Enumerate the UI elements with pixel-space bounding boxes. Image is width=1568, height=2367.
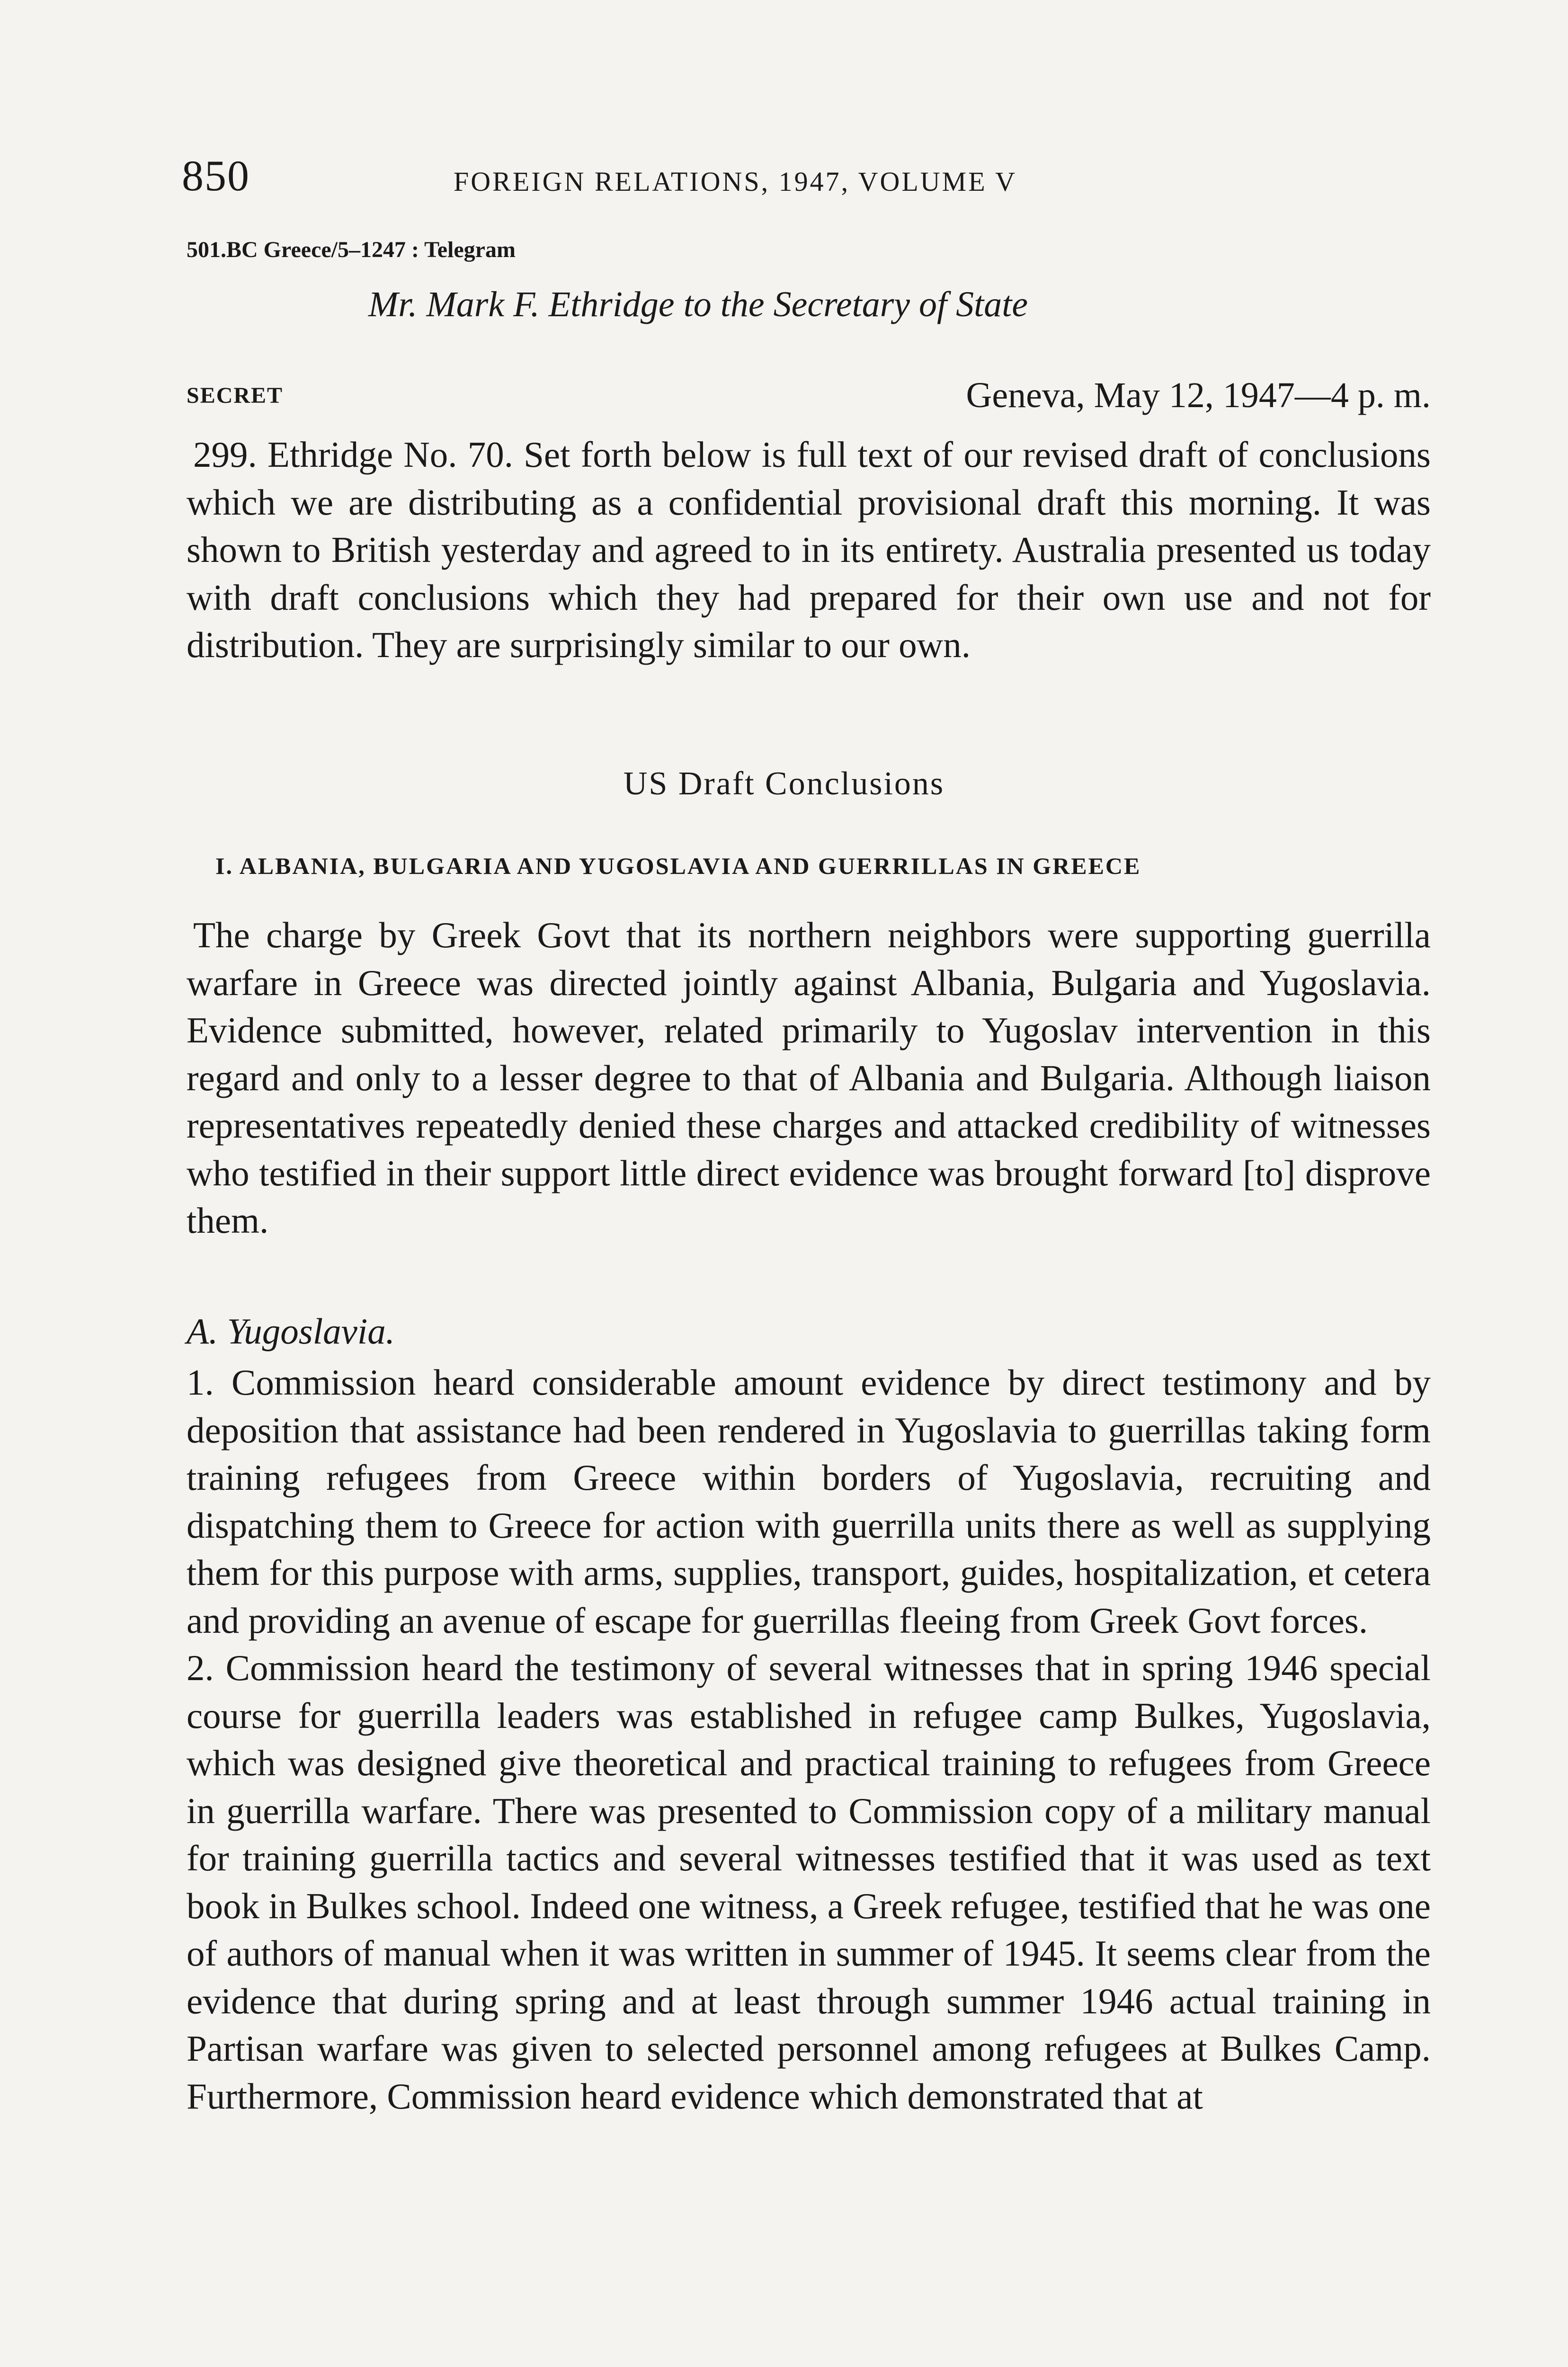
page-number: 850 [182,151,250,200]
sub-label [187,1310,395,1353]
classification: SECRET [187,383,284,408]
document-heading: Mr. Mark F. Ethridge to the Secretary of State [368,285,1028,324]
subsection-title: I. ALBANIA, BULGARIA AND YUGOSLAVIA AND GUERRILLAS IN GREECE [215,853,1141,879]
numbered-paragraphs [187,1359,1431,2120]
charge-paragraph: The charge by Greek Govt that its northern neighbors were supporting guerrilla warfare in Greece was directed jointly against Albania, Bulgaria and Yugoslavia. Evidence submitted, however, related primarily to Yugoslav intervention in this regard and only to a lesser degree to that of Albania and Bulgaria. Although liaison representatives repeatedly denied these charges and attacked credibility of witnesses who testified in their support little direct evidence was brought forward [to] disprove them. [187,915,1431,1241]
paragraph-1: 1. Commission heard considerable amount evidence by direct testimony and by deposition that assistance had been rendered in Yugoslavia to guerrillas taking form training refugees from Greece within borders of Yugoslavia, recruiting and dispatching them to Greece for action with guerrilla units there as well as supplying them for this purpose with arms, supplies, transport, guides, hospitalization, et cetera and providing an avenue of escape for guerrillas fleeing from Greek Govt forces. [187,1362,1431,1641]
section-title: US Draft Conclusions [623,765,945,802]
file-reference: 501.BC Greece/5–1247 : Telegram [187,237,516,262]
sub-label-text: A. Yugoslavia. [187,1311,395,1352]
intro-paragraph: 299. Ethridge No. 70. Set forth below is full text of our revised draft of conclusions which we are distributing as a confidential provisional draft this morning. It was shown to British yesterday and agreed to in its entirety. Australia presented us today with draft conclusions which they had prepared for their own use and not for distribution. They are surprisingly similar to our own. [187,434,1431,665]
charge-block [187,911,1431,1245]
running-title: FOREIGN RELATIONS, 1947, VOLUME V [454,166,1017,197]
place-date: Geneva, May 12, 1947—4 p. m. [966,375,1431,415]
intro-block [187,431,1431,669]
paragraph-2: 2. Commission heard the testimony of several witnesses that in spring 1946 special course for guerrilla leaders was established in refugee camp Bulkes, Yugoslavia, which was designed give theoretical and practical training to refugees from Greece in guerrilla warfare. There was presented to Commission copy of a military manual for training guerrilla tactics and several witnesses testified that it was used as text book in Bulkes school. Indeed one witness, a Greek refugee, testified that he was one of authors of manual when it was written in summer of 1945. It seems clear from the evidence that during spring and at least through summer 1946 actual training in Partisan warfare was given to selected personnel among refugees at Bulkes Camp. Furthermore, Commission heard evidence which demonstrated that at [187,1647,1431,2117]
